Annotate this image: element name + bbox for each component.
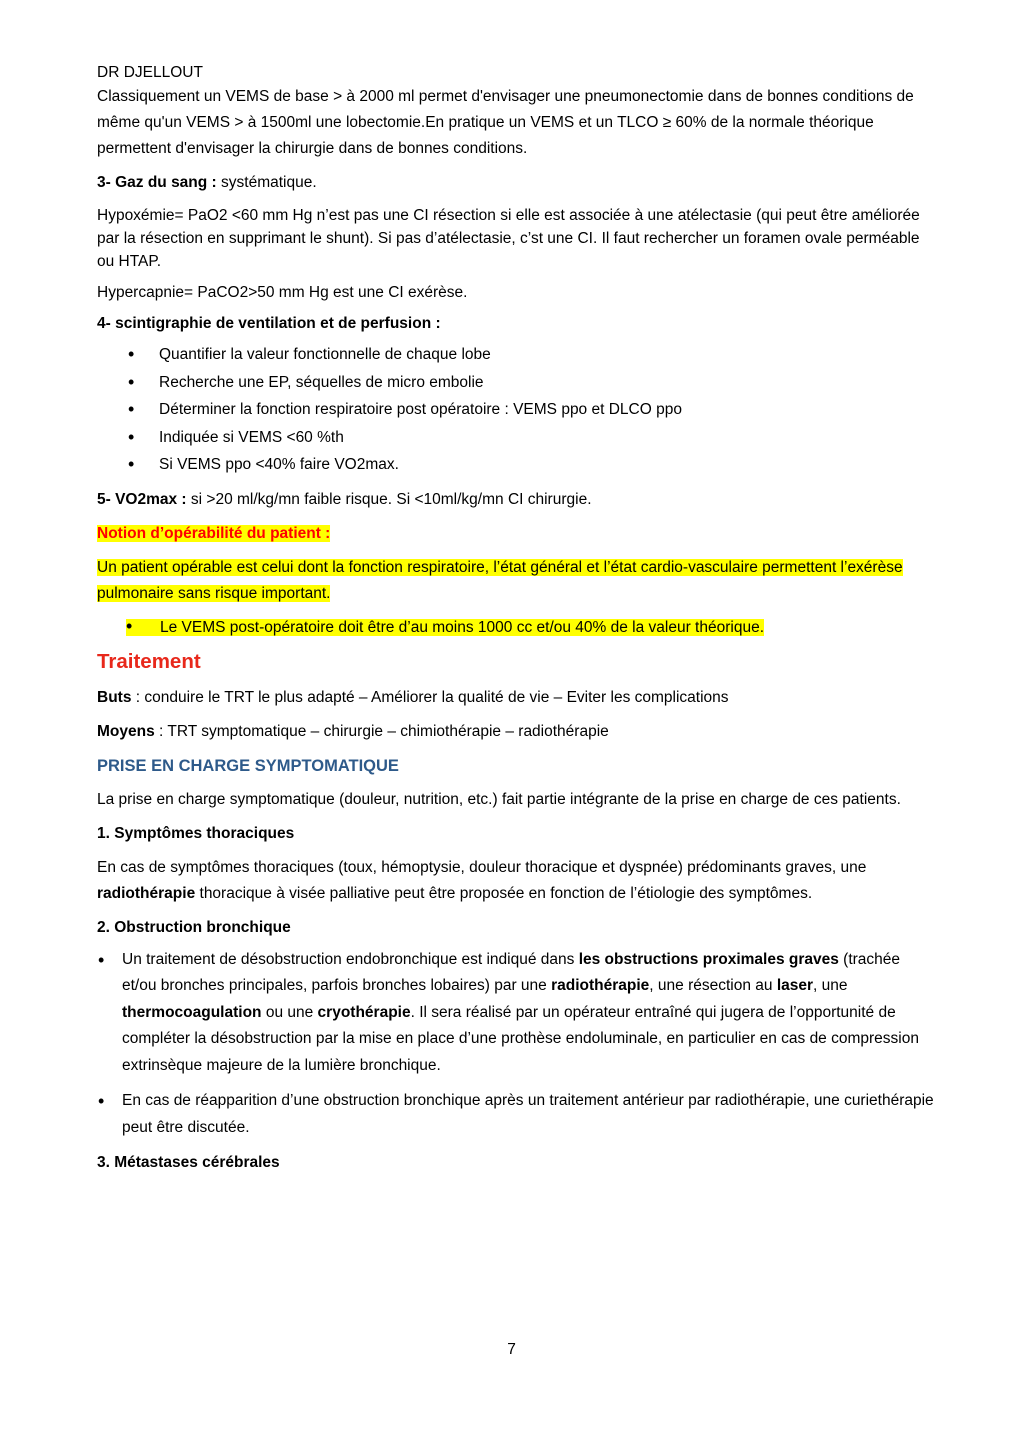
buts-label: Buts [97, 688, 132, 706]
list-item [122, 947, 937, 1080]
buts-line [97, 685, 937, 711]
vo2max-title: 5- VO2max : [97, 490, 187, 508]
list-item: • Quantifier la valeur fonctionnelle de chaque lobe [159, 341, 937, 369]
metastases-title-text: 3. Métastases cérébrales [97, 1154, 280, 1171]
item-text: , une résection au [649, 977, 777, 994]
moyens-label: Moyens [97, 722, 155, 740]
prise-en-charge-heading: PRISE EN CHARGE SYMPTOMATIQUE [97, 756, 399, 775]
author-header: DR DJELLOUT [97, 64, 203, 81]
symptomes-bold-a: radiothérapie [97, 884, 196, 902]
symptomes-title [97, 821, 937, 847]
item-text: Un traitement de désobstruction endobronchique est indiqué dans [122, 950, 579, 968]
scintigraphie-title [97, 312, 937, 335]
list-item: • Si VEMS ppo <40% faire VO2max. [159, 451, 937, 479]
gaz-du-sang-title: 3- Gaz du sang : [97, 174, 217, 191]
operabilite-paragraph [97, 555, 937, 607]
moyens-text: : TRT symptomatique – chirurgie – chimiothérapie – radiothérapie [154, 722, 609, 740]
item-text: ou une [261, 1003, 318, 1021]
operabilite-bullet [97, 613, 937, 641]
symptomes-title-text: 1. Symptômes thoraciques [97, 824, 295, 842]
document-page [97, 62, 937, 1176]
moyens-line [97, 719, 937, 745]
list-item: • Indiquée si VEMS <60 %th [159, 424, 937, 452]
item-text: (trachée et/ou bronches principales, parfois bronches lobaires) par une [122, 950, 901, 994]
intro-paragraph: Classiquement un VEMS de base > à 2000 ml permet d'envisager une pneumonectomie dans de bonnes conditions de même qu'un VEMS > à 1500ml une lobectomie.En pratique un VEMS et un TLCO ≥ 60% de la normale théorique permettent d'envisager la chirurgie dans de bonnes conditions. [97, 88, 914, 157]
operabilite-title [97, 521, 937, 547]
item-bold: thermocoagulation [122, 1003, 262, 1021]
list-item: • En cas de réapparition d’une obstruction bronchique après un traitement antérieur par radiothérapie, une curiethérapie peut être discutée. [122, 1088, 937, 1141]
scintigraphie-list [97, 341, 937, 479]
buts-text: : conduire le TRT le plus adapté – Améliorer la qualité de vie – Eviter les complications [131, 688, 729, 706]
list-item: • Déterminer la fonction respiratoire post opératoire : VEMS ppo et DLCO ppo [159, 396, 937, 424]
prise-en-charge-paragraph: La prise en charge symptomatique (douleur, nutrition, etc.) fait partie intégrante de la prise en charge de ces patients. [97, 790, 901, 808]
vo2max-text: si >20 ml/kg/mn faible risque. Si <10ml/kg/mn CI chirurgie. [186, 490, 592, 508]
operabilite-bullet-text: Le VEMS post-opératoire doit être d’au moins 1000 cc et/ou 40% de la valeur théorique. [160, 618, 765, 636]
obstruction-title [97, 915, 937, 941]
gaz-du-sang-value: systématique. [216, 174, 317, 191]
item-bold: cryothérapie [317, 1003, 411, 1021]
bullet-icon: • [126, 615, 133, 636]
item-bold: laser [776, 977, 814, 994]
operabilite-title-text: Notion d’opérabilité du patient : [97, 524, 331, 542]
obstruction-list [97, 947, 937, 1142]
item-bold: les obstructions proximales graves [578, 950, 839, 968]
scintigraphie-title-text: 4- scintigraphie de ventilation et de perfusion : [97, 315, 441, 332]
symptomes-paragraph [97, 855, 937, 907]
metastases-title [97, 1150, 937, 1176]
list-item: • Recherche une EP, séquelles de micro embolie [159, 369, 937, 397]
page-number: 7 [507, 1341, 516, 1358]
item-text: . Il sera réalisé par un opérateur entraîné qui jugera de l’opportunité de compléter la désobstruction par la mise en place d’une prothèse endoluminale, en particulier en cas de compression extrinsèque majeure de la lumière bronchique. [122, 1003, 919, 1074]
obstruction-title-text: 2. Obstruction bronchique [97, 918, 291, 936]
traitement-heading: Traitement [97, 649, 201, 673]
operabilite-text: Un patient opérable est celui dont la fonction respiratoire, l’état général et l’état cardio-vasculaire permettent l’exérèse pulmonaire sans risque important. [97, 558, 903, 602]
hypercapnie-paragraph: Hypercapnie= PaCO2>50 mm Hg est une CI exérèse. [97, 284, 468, 301]
symptomes-text-a: En cas de symptômes thoraciques (toux, hémoptysie, douleur thoracique et dyspnée) prédominants graves, une [97, 858, 867, 876]
hypoxemie-paragraph: Hypoxémie= PaO2 <60 mm Hg n’est pas une CI résection si elle est associée à une atélectasie (qui peut être améliorée par la résection en supprimant le shunt). Si pas d’atélectasie, c’st une CI. Il faut rechercher un foramen ovale perméable ou HTAP. [97, 207, 920, 270]
item-bold: radiothérapie [551, 977, 650, 994]
gaz-du-sang-line [97, 170, 937, 196]
vo2max-line [97, 487, 937, 513]
item-text: , une [813, 977, 848, 994]
symptomes-text-b: thoracique à visée palliative peut être proposée en fonction de l’étiologie des symptômes. [195, 884, 813, 902]
